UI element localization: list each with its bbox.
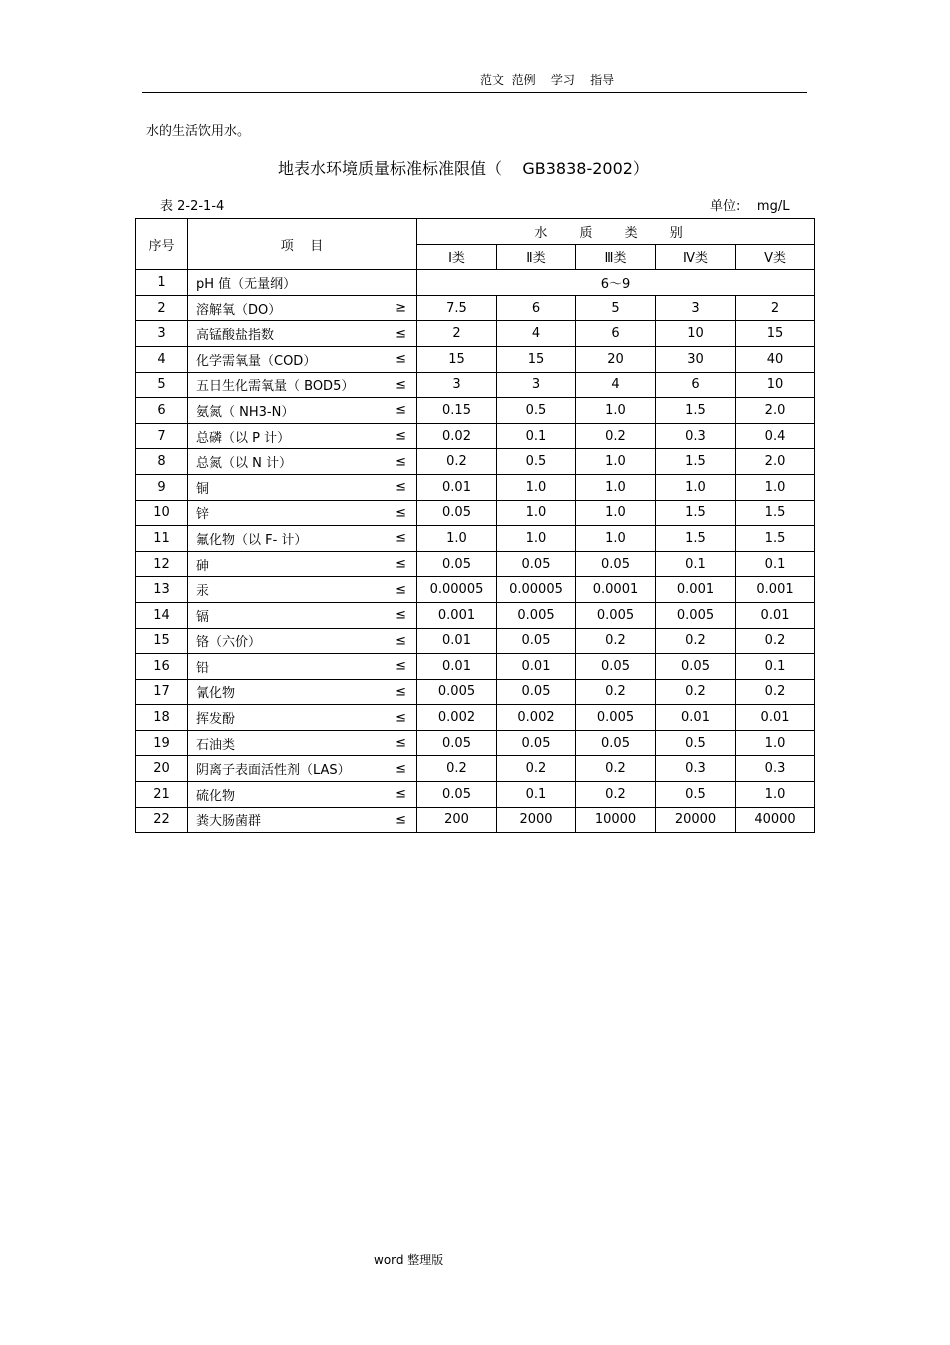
- table-row: [136, 628, 815, 654]
- row-value: 0.05: [576, 654, 656, 680]
- row-value: 0.2: [576, 679, 656, 705]
- table-row: [136, 782, 815, 808]
- header-seq: 序号: [136, 219, 188, 270]
- row-value: 3: [656, 295, 736, 321]
- row-item-name: 镉: [196, 609, 210, 625]
- table-row: [136, 551, 815, 577]
- row-value: 0.01: [497, 654, 576, 680]
- row-value: 0.05: [497, 679, 576, 705]
- row-value: 0.1: [497, 423, 576, 449]
- row-seq: 12: [136, 551, 188, 577]
- row-value: 1.5: [656, 449, 736, 475]
- water-quality-limits-table: [135, 218, 815, 833]
- row-value: 0.2: [576, 756, 656, 782]
- row-item-name: 挥发酚: [196, 712, 236, 728]
- row-value: 0.5: [497, 449, 576, 475]
- table-row: [136, 398, 815, 424]
- row-value: 1.0: [736, 782, 815, 808]
- row-value: 0.05: [656, 654, 736, 680]
- row-value: 1.0: [736, 730, 815, 756]
- row-value: 0.2: [576, 423, 656, 449]
- row-value: 0.2: [656, 679, 736, 705]
- row-value: 0.1: [736, 654, 815, 680]
- row-item-name: pH 值（无量纲）: [196, 276, 297, 292]
- row-value: 1.0: [497, 500, 576, 526]
- row-seq: 21: [136, 782, 188, 808]
- row-value: 0.005: [576, 602, 656, 628]
- row-item-name: 溶解氧（DO）: [196, 302, 282, 318]
- row-value: 0.005: [656, 602, 736, 628]
- table-row: [136, 423, 815, 449]
- row-value: 0.05: [417, 782, 497, 808]
- row-value: 0.05: [576, 730, 656, 756]
- table-row: [136, 730, 815, 756]
- intro-text: 水的生活饮用水。: [146, 124, 251, 139]
- row-seq: 13: [136, 577, 188, 603]
- row-value-span: 6～9: [417, 270, 815, 296]
- table-row: [136, 500, 815, 526]
- row-item-operator: ≤: [395, 582, 406, 598]
- row-value: 0.3: [656, 423, 736, 449]
- row-item-name: 阴离子表面活性剂（LAS）: [196, 763, 351, 779]
- row-value: 1.0: [576, 398, 656, 424]
- row-value: 10: [736, 372, 815, 398]
- row-item-name: 汞: [196, 584, 210, 600]
- row-value: 0.1: [736, 551, 815, 577]
- row-value: 1.0: [736, 474, 815, 500]
- row-seq: 19: [136, 730, 188, 756]
- row-value: 20000: [656, 807, 736, 833]
- row-value: 1.0: [576, 500, 656, 526]
- row-seq: 17: [136, 679, 188, 705]
- row-item: [188, 730, 417, 756]
- table-header-row: [136, 219, 815, 245]
- row-value: 1.5: [656, 500, 736, 526]
- row-item: [188, 500, 417, 526]
- row-value: 0.01: [736, 705, 815, 731]
- row-seq: 14: [136, 602, 188, 628]
- row-value: 0.2: [417, 756, 497, 782]
- row-item: [188, 372, 417, 398]
- row-item-name: 氨氮（ NH3-N）: [196, 404, 295, 420]
- row-value: 2: [736, 295, 815, 321]
- table-row: [136, 449, 815, 475]
- table-row: [136, 654, 815, 680]
- row-item-name: 硫化物: [196, 788, 236, 804]
- row-item: [188, 423, 417, 449]
- header-class: Ⅱ类: [497, 244, 576, 270]
- row-value: 0.002: [417, 705, 497, 731]
- row-seq: 2: [136, 295, 188, 321]
- row-value: 0.1: [656, 551, 736, 577]
- row-value: 10: [656, 321, 736, 347]
- row-item-operator: ≥: [395, 300, 406, 316]
- row-item-operator: ≤: [395, 735, 406, 751]
- row-value: 0.2: [736, 679, 815, 705]
- row-item-operator: ≤: [395, 633, 406, 649]
- row-value: 0.0001: [576, 577, 656, 603]
- row-value: 40000: [736, 807, 815, 833]
- row-item-name: 高锰酸盐指数: [196, 328, 275, 344]
- unit-label: 单位: mg/L: [710, 199, 790, 214]
- row-item-operator: ≤: [395, 402, 406, 418]
- row-item: [188, 398, 417, 424]
- table-row: [136, 295, 815, 321]
- row-value: 0.2: [656, 628, 736, 654]
- row-item: [188, 321, 417, 347]
- row-value: 0.01: [736, 602, 815, 628]
- row-value: 2.0: [736, 449, 815, 475]
- row-value: 0.05: [576, 551, 656, 577]
- row-item: [188, 628, 417, 654]
- table-row: [136, 526, 815, 552]
- table-row: [136, 756, 815, 782]
- row-item: [188, 807, 417, 833]
- table-row: [136, 372, 815, 398]
- row-item-operator: ≤: [395, 658, 406, 674]
- row-item-name: 总磷（以 P 计）: [196, 430, 291, 446]
- row-item-operator: ≤: [395, 351, 406, 367]
- row-value: 0.005: [417, 679, 497, 705]
- row-item-name: 粪大肠菌群: [196, 814, 262, 830]
- row-value: 1.5: [656, 398, 736, 424]
- row-value: 15: [417, 346, 497, 372]
- page-footer: word 整理版: [374, 1253, 444, 1267]
- row-item: [188, 602, 417, 628]
- row-value: 0.5: [497, 398, 576, 424]
- table-row: [136, 807, 815, 833]
- row-value: 0.2: [736, 628, 815, 654]
- row-seq: 15: [136, 628, 188, 654]
- row-value: 0.001: [417, 602, 497, 628]
- row-value: 0.5: [656, 782, 736, 808]
- table-number: 表 2-2-1-4: [160, 199, 225, 214]
- row-value: 0.2: [576, 782, 656, 808]
- row-value: 0.05: [417, 500, 497, 526]
- row-item-name: 锌: [196, 507, 210, 523]
- row-item-operator: ≤: [395, 505, 406, 521]
- row-value: 0.05: [417, 551, 497, 577]
- row-item-operator: ≤: [395, 479, 406, 495]
- document-title: 地表水环境质量标准标准限值（ GB3838-2002）: [278, 159, 649, 178]
- row-value: 0.002: [497, 705, 576, 731]
- row-value: 1.0: [497, 526, 576, 552]
- row-seq: 10: [136, 500, 188, 526]
- table-row: [136, 346, 815, 372]
- row-value: 0.2: [576, 628, 656, 654]
- row-item-operator: ≤: [395, 454, 406, 470]
- row-value: 3: [497, 372, 576, 398]
- row-value: 0.001: [736, 577, 815, 603]
- page-header-text: 范文 范例 学习 指导: [480, 73, 615, 87]
- row-value: 1.5: [736, 500, 815, 526]
- row-item: [188, 679, 417, 705]
- row-value: 0.01: [417, 474, 497, 500]
- row-value: 0.05: [497, 730, 576, 756]
- page-header: [142, 70, 807, 93]
- row-item-name: 氰化物: [196, 686, 236, 702]
- table-row: [136, 270, 815, 296]
- row-value: 0.5: [656, 730, 736, 756]
- row-value: 0.005: [576, 705, 656, 731]
- row-value: 0.15: [417, 398, 497, 424]
- row-value: 40: [736, 346, 815, 372]
- row-seq: 1: [136, 270, 188, 296]
- row-value: 6: [576, 321, 656, 347]
- row-item: [188, 474, 417, 500]
- row-value: 0.2: [497, 756, 576, 782]
- row-value: 0.001: [656, 577, 736, 603]
- row-item-name: 砷: [196, 558, 210, 574]
- row-item-operator: ≤: [395, 530, 406, 546]
- row-value: 1.0: [576, 474, 656, 500]
- row-value: 7.5: [417, 295, 497, 321]
- row-item-operator: ≤: [395, 428, 406, 444]
- row-seq: 18: [136, 705, 188, 731]
- row-seq: 4: [136, 346, 188, 372]
- row-item: [188, 756, 417, 782]
- row-seq: 20: [136, 756, 188, 782]
- row-value: 0.00005: [417, 577, 497, 603]
- row-item-operator: ≤: [395, 607, 406, 623]
- row-item: [188, 705, 417, 731]
- row-seq: 8: [136, 449, 188, 475]
- table-row: [136, 602, 815, 628]
- row-value: 0.01: [417, 654, 497, 680]
- row-item-operator: ≤: [395, 761, 406, 777]
- header-class: Ⅰ类: [417, 244, 497, 270]
- row-item: [188, 449, 417, 475]
- row-value: 4: [576, 372, 656, 398]
- row-value: 0.3: [736, 756, 815, 782]
- row-value: 6: [656, 372, 736, 398]
- row-seq: 22: [136, 807, 188, 833]
- row-value: 3: [417, 372, 497, 398]
- row-value: 0.05: [417, 730, 497, 756]
- row-value: 0.005: [497, 602, 576, 628]
- row-value: 0.2: [417, 449, 497, 475]
- row-item: [188, 526, 417, 552]
- row-item: [188, 782, 417, 808]
- row-item-name: 铅: [196, 660, 210, 676]
- row-value: 30: [656, 346, 736, 372]
- row-value: 15: [736, 321, 815, 347]
- header-item: 项 目: [188, 219, 417, 270]
- header-class: Ⅳ类: [656, 244, 736, 270]
- row-item-name: 五日生化需氧量（ BOD5）: [196, 379, 355, 395]
- row-value: 4: [497, 321, 576, 347]
- row-value: 0.05: [497, 628, 576, 654]
- row-value: 6: [497, 295, 576, 321]
- row-value: 1.0: [656, 474, 736, 500]
- row-item: [188, 577, 417, 603]
- row-value: 1.5: [736, 526, 815, 552]
- table-body: [136, 270, 815, 833]
- row-item-operator: ≤: [395, 556, 406, 572]
- table-row: [136, 474, 815, 500]
- row-value: 1.5: [656, 526, 736, 552]
- row-item-operator: ≤: [395, 377, 406, 393]
- row-value: 15: [497, 346, 576, 372]
- row-value: 2.0: [736, 398, 815, 424]
- table-row: [136, 705, 815, 731]
- row-seq: 6: [136, 398, 188, 424]
- row-item-name: 石油类: [196, 737, 236, 753]
- row-seq: 11: [136, 526, 188, 552]
- header-class: Ⅴ类: [736, 244, 815, 270]
- row-value: 2000: [497, 807, 576, 833]
- table-row: [136, 321, 815, 347]
- row-value: 200: [417, 807, 497, 833]
- row-item-operator: ≤: [395, 684, 406, 700]
- table-row: [136, 577, 815, 603]
- row-item: [188, 654, 417, 680]
- row-item-operator: ≤: [395, 812, 406, 828]
- row-item: [188, 270, 417, 296]
- row-item-name: 总氮（以 N 计）: [196, 456, 292, 472]
- row-value: 0.1: [497, 782, 576, 808]
- table-row: [136, 679, 815, 705]
- row-value: 2: [417, 321, 497, 347]
- row-seq: 7: [136, 423, 188, 449]
- row-value: 10000: [576, 807, 656, 833]
- row-seq: 5: [136, 372, 188, 398]
- row-item: [188, 346, 417, 372]
- row-seq: 3: [136, 321, 188, 347]
- row-value: 0.01: [417, 628, 497, 654]
- row-item-operator: ≤: [395, 786, 406, 802]
- row-value: 0.00005: [497, 577, 576, 603]
- row-value: 1.0: [576, 449, 656, 475]
- row-value: 5: [576, 295, 656, 321]
- row-value: 0.01: [656, 705, 736, 731]
- row-value: 20: [576, 346, 656, 372]
- header-class-group: 水 质 类 别: [417, 219, 815, 245]
- row-item-name: 铜: [196, 481, 210, 497]
- row-value: 1.0: [497, 474, 576, 500]
- row-item: [188, 551, 417, 577]
- row-value: 0.05: [497, 551, 576, 577]
- row-seq: 9: [136, 474, 188, 500]
- row-value: 1.0: [417, 526, 497, 552]
- row-item-name: 铬（六价）: [196, 635, 262, 651]
- row-value: 0.02: [417, 423, 497, 449]
- row-item-name: 化学需氧量（COD）: [196, 353, 317, 369]
- row-value: 1.0: [576, 526, 656, 552]
- row-item-name: 氟化物（以 F- 计）: [196, 532, 308, 548]
- row-value: 0.4: [736, 423, 815, 449]
- row-value: 0.3: [656, 756, 736, 782]
- header-class: Ⅲ类: [576, 244, 656, 270]
- row-seq: 16: [136, 654, 188, 680]
- row-item: [188, 295, 417, 321]
- row-item-operator: ≤: [395, 326, 406, 342]
- row-item-operator: ≤: [395, 710, 406, 726]
